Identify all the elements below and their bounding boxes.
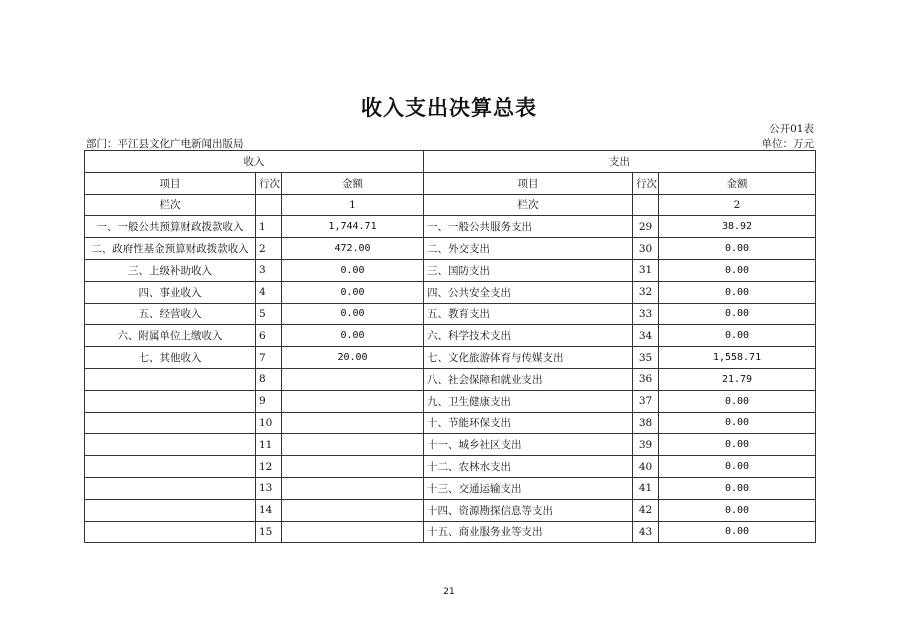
- income-row-no-header: 行次: [256, 172, 282, 194]
- income-item-header: 项目: [85, 172, 256, 194]
- table-row: [85, 281, 816, 303]
- expense-amount-cell: 0.00: [659, 303, 816, 325]
- expense-row-no-cell: 42: [633, 499, 659, 521]
- income-section-header: 收入: [85, 151, 424, 173]
- expense-amount-cell: 38.92: [659, 216, 816, 238]
- expense-row-no-cell: 36: [633, 368, 659, 390]
- expense-item-cell: 一、一般公共服务支出: [424, 216, 633, 238]
- expense-item-header: 项目: [424, 172, 633, 194]
- expense-row-no-cell: 37: [633, 390, 659, 412]
- expense-row-no-cell: 40: [633, 456, 659, 478]
- income-item-cell: [85, 499, 256, 521]
- expense-row-no-header: 行次: [633, 172, 659, 194]
- expense-amount-cell: 0.00: [659, 412, 816, 434]
- unit-label: 单位：万元: [761, 138, 814, 150]
- income-item-cell: [85, 412, 256, 434]
- income-amount-header: 金额: [282, 172, 424, 194]
- form-code: 公开01表: [769, 123, 814, 135]
- income-amount-cell: [282, 434, 424, 456]
- income-column-number: 1: [282, 194, 424, 216]
- expense-column-label: 栏次: [424, 194, 633, 216]
- table-row: [85, 390, 816, 412]
- expense-item-cell: 四、公共安全支出: [424, 281, 633, 303]
- expense-amount-cell: 0.00: [659, 477, 816, 499]
- income-row-no-cell: 9: [256, 390, 282, 412]
- table-row: [85, 368, 816, 390]
- table-row: [85, 238, 816, 260]
- expense-item-cell: 八、社会保障和就业支出: [424, 368, 633, 390]
- expense-item-cell: 十三、交通运输支出: [424, 477, 633, 499]
- expense-amount-cell: 1,558.71: [659, 347, 816, 369]
- expense-amount-header: 金额: [659, 172, 816, 194]
- table-row: [85, 456, 816, 478]
- expense-column-blank: [633, 194, 659, 216]
- section-header-row: [85, 151, 816, 173]
- income-amount-cell: 0.00: [282, 281, 424, 303]
- expense-section-header: 支出: [424, 151, 816, 173]
- income-column-blank: [256, 194, 282, 216]
- expense-amount-cell: 0.00: [659, 456, 816, 478]
- income-amount-cell: 1,744.71: [282, 216, 424, 238]
- income-item-cell: [85, 456, 256, 478]
- income-row-no-cell: 13: [256, 477, 282, 499]
- income-item-cell: 七、其他收入: [85, 347, 256, 369]
- income-expense-table: [84, 150, 816, 543]
- table-row: [85, 499, 816, 521]
- income-amount-cell: [282, 390, 424, 412]
- table-row: [85, 412, 816, 434]
- income-item-cell: [85, 521, 256, 543]
- expense-item-cell: 十一、城乡社区支出: [424, 434, 633, 456]
- expense-column-number: 2: [659, 194, 816, 216]
- income-amount-cell: 0.00: [282, 303, 424, 325]
- expense-row-no-cell: 34: [633, 325, 659, 347]
- income-amount-cell: [282, 368, 424, 390]
- expense-amount-cell: 21.79: [659, 368, 816, 390]
- income-amount-cell: [282, 499, 424, 521]
- income-item-cell: 五、经营收入: [85, 303, 256, 325]
- table-row: [85, 259, 816, 281]
- income-row-no-cell: 6: [256, 325, 282, 347]
- table-row: [85, 216, 816, 238]
- expense-item-cell: 二、外交支出: [424, 238, 633, 260]
- income-amount-cell: [282, 477, 424, 499]
- expense-item-cell: 六、科学技术支出: [424, 325, 633, 347]
- income-amount-cell: 0.00: [282, 259, 424, 281]
- table-row: [85, 347, 816, 369]
- expense-item-cell: 十五、商业服务业等支出: [424, 521, 633, 543]
- income-amount-cell: [282, 521, 424, 543]
- table-row: [85, 434, 816, 456]
- income-row-no-cell: 12: [256, 456, 282, 478]
- table-row: [85, 521, 816, 543]
- expense-amount-cell: 0.00: [659, 238, 816, 260]
- income-amount-cell: [282, 412, 424, 434]
- income-item-cell: [85, 390, 256, 412]
- expense-row-no-cell: 29: [633, 216, 659, 238]
- income-row-no-cell: 2: [256, 238, 282, 260]
- department-label: 部门：平江县文化广电新闻出版局: [86, 138, 244, 150]
- table-row: [85, 477, 816, 499]
- income-item-cell: 三、上级补助收入: [85, 259, 256, 281]
- expense-item-cell: 七、文化旅游体育与传媒支出: [424, 347, 633, 369]
- table-body: [85, 216, 816, 543]
- expense-amount-cell: 0.00: [659, 499, 816, 521]
- income-row-no-cell: 8: [256, 368, 282, 390]
- expense-row-no-cell: 41: [633, 477, 659, 499]
- expense-item-cell: 十二、农林水支出: [424, 456, 633, 478]
- page-number: 21: [443, 587, 455, 597]
- table-row: [85, 303, 816, 325]
- income-row-no-cell: 7: [256, 347, 282, 369]
- expense-item-cell: 三、国防支出: [424, 259, 633, 281]
- income-item-cell: [85, 368, 256, 390]
- expense-amount-cell: 0.00: [659, 390, 816, 412]
- income-item-cell: [85, 477, 256, 499]
- income-row-no-cell: 14: [256, 499, 282, 521]
- expense-amount-cell: 0.00: [659, 281, 816, 303]
- income-row-no-cell: 4: [256, 281, 282, 303]
- income-row-no-cell: 1: [256, 216, 282, 238]
- income-amount-cell: 20.00: [282, 347, 424, 369]
- expense-amount-cell: 0.00: [659, 521, 816, 543]
- income-column-label: 栏次: [85, 194, 256, 216]
- expense-row-no-cell: 31: [633, 259, 659, 281]
- income-item-cell: [85, 434, 256, 456]
- income-amount-cell: 472.00: [282, 238, 424, 260]
- income-amount-cell: [282, 456, 424, 478]
- expense-item-cell: 十、节能环保支出: [424, 412, 633, 434]
- expense-row-no-cell: 39: [633, 434, 659, 456]
- expense-row-no-cell: 38: [633, 412, 659, 434]
- page-title: 收入支出决算总表: [361, 96, 537, 120]
- income-item-cell: 六、附属单位上缴收入: [85, 325, 256, 347]
- expense-row-no-cell: 35: [633, 347, 659, 369]
- expense-row-no-cell: 30: [633, 238, 659, 260]
- table-row: [85, 325, 816, 347]
- income-item-cell: 四、事业收入: [85, 281, 256, 303]
- expense-item-cell: 五、教育支出: [424, 303, 633, 325]
- income-row-no-cell: 15: [256, 521, 282, 543]
- expense-amount-cell: 0.00: [659, 259, 816, 281]
- income-item-cell: 一、一般公共预算财政拨款收入: [85, 216, 256, 238]
- expense-row-no-cell: 32: [633, 281, 659, 303]
- income-row-no-cell: 10: [256, 412, 282, 434]
- expense-item-cell: 九、卫生健康支出: [424, 390, 633, 412]
- column-header-row: [85, 172, 816, 194]
- income-amount-cell: 0.00: [282, 325, 424, 347]
- expense-amount-cell: 0.00: [659, 325, 816, 347]
- income-row-no-cell: 5: [256, 303, 282, 325]
- income-row-no-cell: 11: [256, 434, 282, 456]
- income-row-no-cell: 3: [256, 259, 282, 281]
- income-item-cell: 二、政府性基金预算财政拨款收入: [85, 238, 256, 260]
- expense-row-no-cell: 33: [633, 303, 659, 325]
- expense-row-no-cell: 43: [633, 521, 659, 543]
- expense-item-cell: 十四、资源勘探信息等支出: [424, 499, 633, 521]
- expense-amount-cell: 0.00: [659, 434, 816, 456]
- column-number-row: [85, 194, 816, 216]
